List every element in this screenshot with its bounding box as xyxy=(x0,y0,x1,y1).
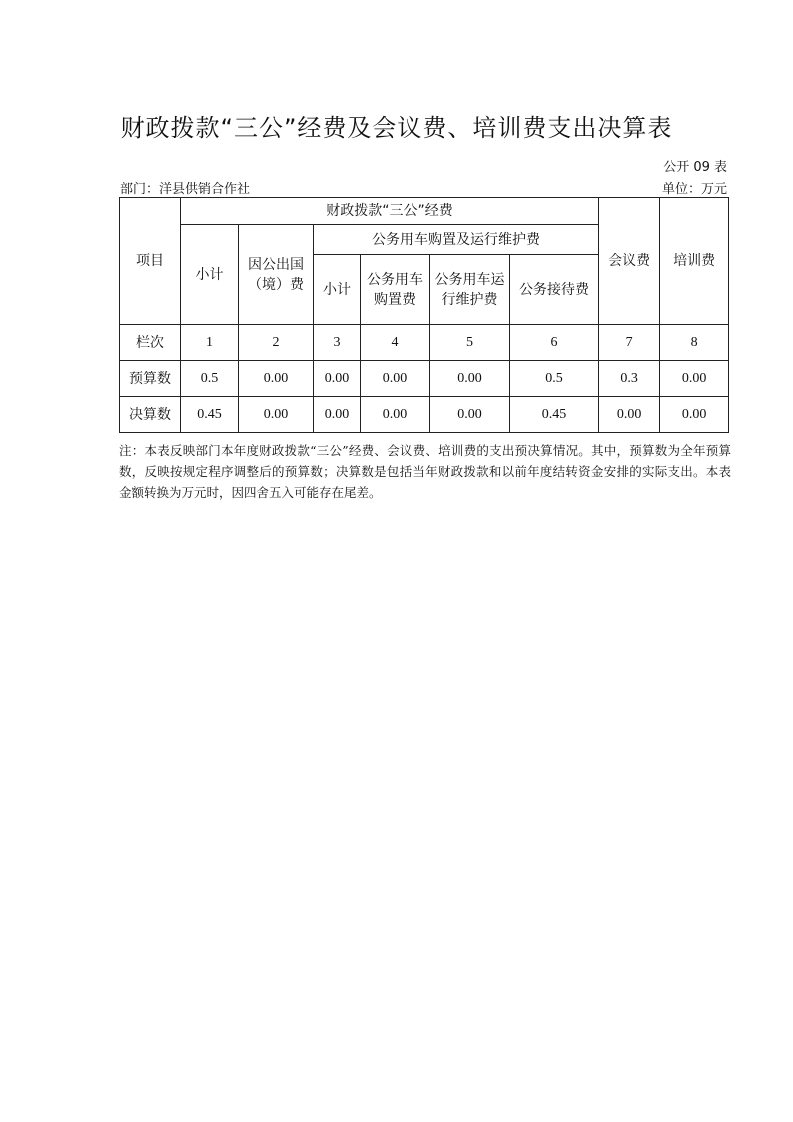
header-training: 培训费 xyxy=(660,198,729,325)
table-cell: 1 xyxy=(181,325,239,361)
table-cell: 8 xyxy=(660,325,729,361)
header-three-public: 财政拨款“三公”经费 xyxy=(181,198,599,225)
table-row xyxy=(120,361,729,397)
header-meeting: 会议费 xyxy=(599,198,660,325)
table-row xyxy=(120,325,729,361)
table-cell: 0.00 xyxy=(599,397,660,433)
table-cell: 0.5 xyxy=(181,361,239,397)
page-title: 财政拨款“三公”经费及会议费、培训费支出决算表 xyxy=(120,114,673,142)
header-subtotal: 小计 xyxy=(181,225,239,325)
table-cell: 0.00 xyxy=(430,361,510,397)
table-note: 注：本表反映部门本年度财政拨款“三公”经费、会议费、培训费的支出预决算情况。其中，预算数为全年预算数，反映按规定程序调整后的预算数；决算数是包括当年财政拨款和以前年度结转资金安排的实际支出。本表金额转换为万元时，因四舍五入可能存在尾差。 xyxy=(119,443,731,500)
header-vehicle-subtotal: 小计 xyxy=(314,255,361,325)
header-reception: 公务接待费 xyxy=(510,255,599,325)
table-cell: 3 xyxy=(314,325,361,361)
table-row xyxy=(120,397,729,433)
header-abroad: 因公出国（境）费 xyxy=(239,225,314,325)
table-cell: 0.5 xyxy=(510,361,599,397)
budget-table xyxy=(119,197,729,433)
table-cell: 0.3 xyxy=(599,361,660,397)
table-cell: 0.00 xyxy=(430,397,510,433)
header-item: 项目 xyxy=(120,198,181,325)
table-cell: 7 xyxy=(599,325,660,361)
unit-label: 单位：万元 xyxy=(661,182,727,197)
table-cell: 0.00 xyxy=(314,361,361,397)
row-label: 决算数 xyxy=(120,397,181,433)
header-vehicle-group: 公务用车购置及运行维护费 xyxy=(314,225,599,255)
table-cell: 6 xyxy=(510,325,599,361)
header-vehicle-purchase: 公务用车购置费 xyxy=(361,255,430,325)
row-label: 栏次 xyxy=(120,325,181,361)
table-cell: 2 xyxy=(239,325,314,361)
table-cell: 0.00 xyxy=(239,361,314,397)
table-cell: 0.00 xyxy=(361,397,430,433)
table-cell: 0.00 xyxy=(314,397,361,433)
table-cell: 0.45 xyxy=(181,397,239,433)
department-label: 部门：洋县供销合作社 xyxy=(120,182,251,197)
table-cell: 0.00 xyxy=(660,397,729,433)
table-cell: 0.00 xyxy=(660,361,729,397)
header-vehicle-operation: 公务用车运行维护费 xyxy=(430,255,510,325)
table-cell: 4 xyxy=(361,325,430,361)
table-cell: 0.00 xyxy=(239,397,314,433)
table-cell: 0.00 xyxy=(361,361,430,397)
form-number: 公开 09 表 xyxy=(663,160,727,175)
table-cell: 0.45 xyxy=(510,397,599,433)
row-label: 预算数 xyxy=(120,361,181,397)
table-cell: 5 xyxy=(430,325,510,361)
